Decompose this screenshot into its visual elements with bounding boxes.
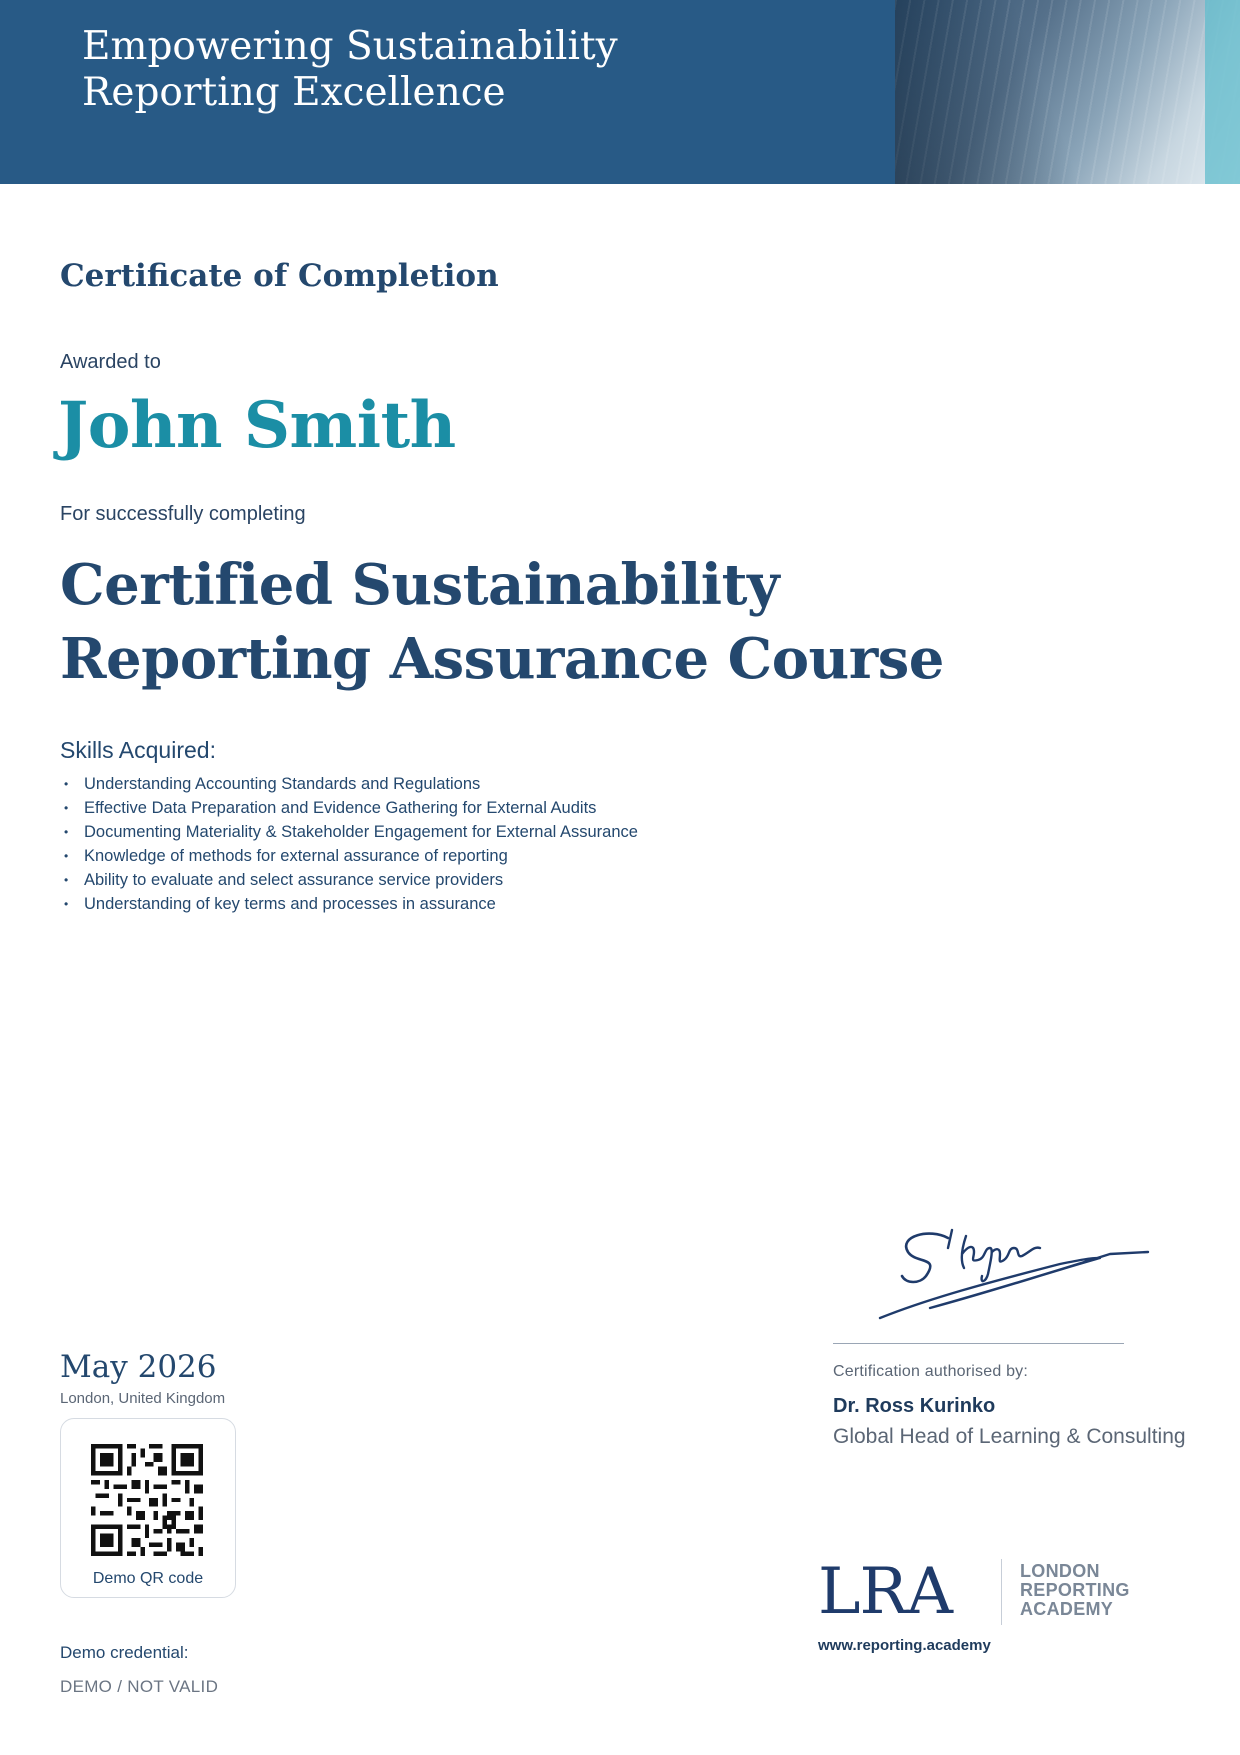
lra-name-line-2: REPORTING: [1020, 1580, 1130, 1600]
skill-text: Understanding Accounting Standards and Regulations: [84, 775, 481, 793]
bullet-icon: •: [64, 873, 69, 887]
qr-caption: Demo QR code: [92, 1570, 204, 1587]
lra-name-line-1: LONDON: [1020, 1561, 1100, 1581]
skills-list: [64, 772, 638, 916]
skill-item: [64, 868, 638, 892]
issue-date: May 2026: [60, 1349, 217, 1385]
qr-code-icon: [91, 1444, 203, 1556]
course-title: [60, 548, 944, 696]
skill-text: Ability to evaluate and select assurance service providers: [84, 871, 504, 889]
awarded-label: Awarded to: [60, 351, 161, 373]
signer-name: Dr. Ross Kurinko: [833, 1395, 996, 1417]
credential-label: Demo credential:: [60, 1643, 189, 1662]
skill-item: [64, 892, 638, 916]
signature: [870, 1218, 1150, 1328]
bullet-icon: •: [64, 849, 69, 863]
completing-label: For successfully completing: [60, 503, 306, 525]
lra-logo-mark: LRA: [818, 1555, 952, 1629]
signature-line: [833, 1343, 1124, 1344]
authorised-by-label: Certification authorised by:: [833, 1363, 1029, 1380]
qr-card: [60, 1418, 236, 1598]
header-title-line-1: Empowering Sustainability: [82, 24, 618, 69]
issue-location: London, United Kingdom: [60, 1390, 226, 1407]
course-title-line-2: Reporting Assurance Course: [60, 626, 944, 692]
skill-text: Understanding of key terms and processes in assurance: [84, 895, 496, 913]
skill-item: [64, 820, 638, 844]
bullet-icon: •: [64, 897, 69, 911]
skills-heading: Skills Acquired:: [60, 737, 216, 763]
certificate-title: Certificate of Completion: [60, 258, 499, 294]
skill-text: Effective Data Preparation and Evidence Gathering for External Audits: [84, 799, 597, 817]
course-title-line-1: Certified Sustainability: [60, 552, 779, 618]
bullet-icon: •: [64, 801, 69, 815]
bullet-icon: •: [64, 825, 69, 839]
recipient-name: John Smith: [58, 388, 456, 463]
credential-value: DEMO / NOT VALID: [60, 1677, 219, 1696]
skill-text: Knowledge of methods for external assurance of reporting: [84, 847, 508, 865]
header-building-photo: [895, 0, 1240, 184]
skill-text: Documenting Materiality & Stakeholder Engagement for External Assurance: [84, 823, 638, 841]
signer-role: Global Head of Learning & Consulting: [833, 1425, 1186, 1448]
header-title: [82, 24, 618, 116]
skill-item: [64, 844, 638, 868]
bullet-icon: •: [64, 777, 69, 791]
logo-divider: [1001, 1559, 1002, 1625]
skill-item: [64, 772, 638, 796]
website-url: www.reporting.academy: [818, 1637, 991, 1654]
header-banner: [0, 0, 1240, 184]
skill-item: [64, 796, 638, 820]
lra-logo-name: [1020, 1562, 1130, 1619]
lra-name-line-3: ACADEMY: [1020, 1599, 1114, 1619]
header-title-line-2: Reporting Excellence: [82, 70, 506, 115]
